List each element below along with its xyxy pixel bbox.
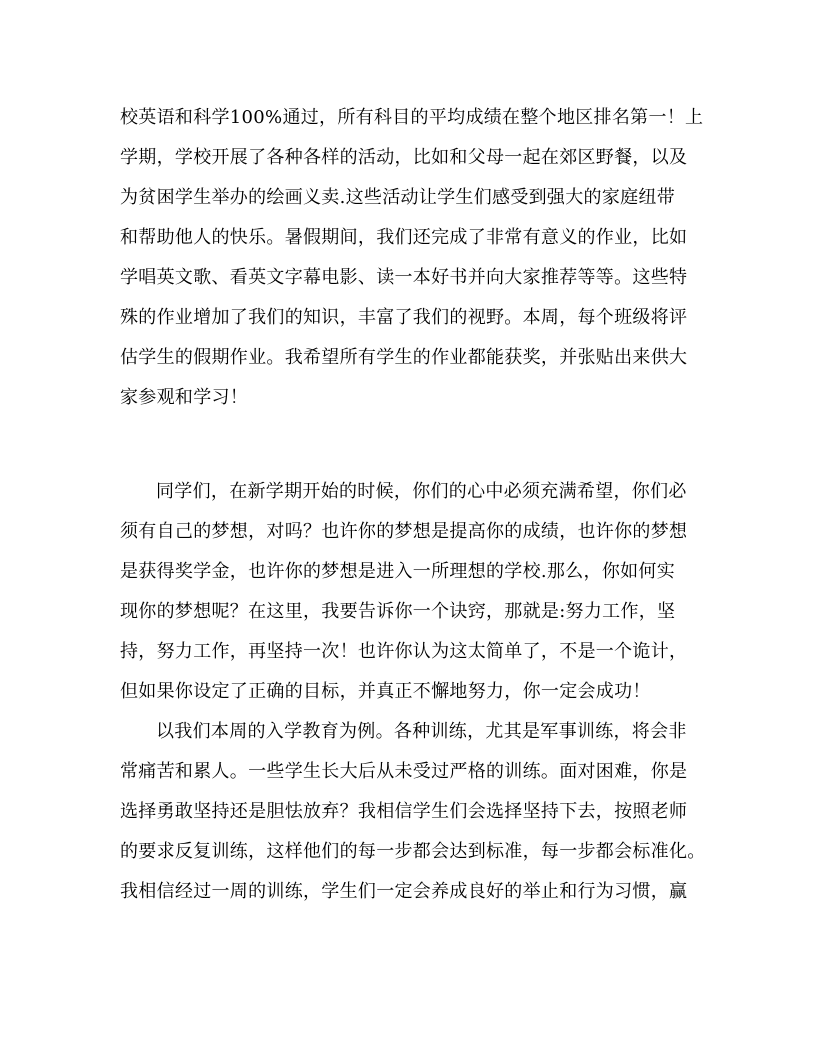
paragraph-3-line-1: 以我们本周的入学教育为例。各种训练，尤其是军事训练，将会非 xyxy=(156,721,687,742)
paragraph-3-line-3: 选择勇敢坚持还是胆怯放弃？我相信学生们会选择坚持下去，按照老师 xyxy=(120,801,688,822)
paragraph-3-line-5: 我相信经过一周的训练，学生们一定会养成良好的举止和行为习惯，赢 xyxy=(120,881,688,902)
paragraph-2-line-6: 但如果你设定了正确的目标，并真正不懈地努力，你一定会成功！ xyxy=(120,681,651,702)
paragraph-1-line-4: 和帮助他人的快乐。暑假期间，我们还完成了非常有意义的作业，比如 xyxy=(120,227,688,248)
paragraph-3-line-4: 的要求反复训练，这样他们的每一步都会达到标准，每一步都会标准化。 xyxy=(120,841,706,862)
paragraph-2-line-2: 须有自己的梦想，对吗？也许你的梦想是提高你的成绩，也许你的梦想 xyxy=(120,521,688,542)
paragraph-2-line-4: 现你的梦想呢？在这里，我要告诉你一个诀窍，那就是:努力工作，坚 xyxy=(120,601,676,622)
paragraph-1-line-5: 学唱英文歌、看英文字幕电影、读一本好书并向大家推荐等等。这些特 xyxy=(120,267,688,288)
paragraph-3-line-2: 常痛苦和累人。一些学生长大后从未受过严格的训练。面对困难，你是 xyxy=(120,761,688,782)
paragraph-1-line-2: 学期，学校开展了各种各样的活动，比如和父母一起在郊区野餐，以及 xyxy=(120,147,688,168)
paragraph-2-line-1: 同学们，在新学期开始的时候，你们的心中必须充满希望，你们必 xyxy=(156,481,687,502)
paragraph-1-line-8: 家参观和学习！ xyxy=(120,387,249,408)
paragraph-1-line-1: 校英语和科学100%通过，所有科目的平均成绩在整个地区排名第一！上 xyxy=(120,107,704,128)
paragraph-1-line-7: 估学生的假期作业。我希望所有学生的作业都能获奖，并张贴出来供大 xyxy=(120,347,688,368)
paragraph-2-line-5: 持，努力工作，再坚持一次！也许你认为这太简单了，不是一个诡计， xyxy=(120,641,688,662)
paragraph-1-line-6: 殊的作业增加了我们的知识，丰富了我们的视野。本周，每个班级将评 xyxy=(120,307,688,328)
paragraph-1-line-3: 为贫困学生举办的绘画义卖.这些活动让学生们感受到强大的家庭纽带 xyxy=(120,187,676,208)
paragraph-2-line-3: 是获得奖学金，也许你的梦想是进入一所理想的学校.那么，你如何实 xyxy=(120,561,676,582)
